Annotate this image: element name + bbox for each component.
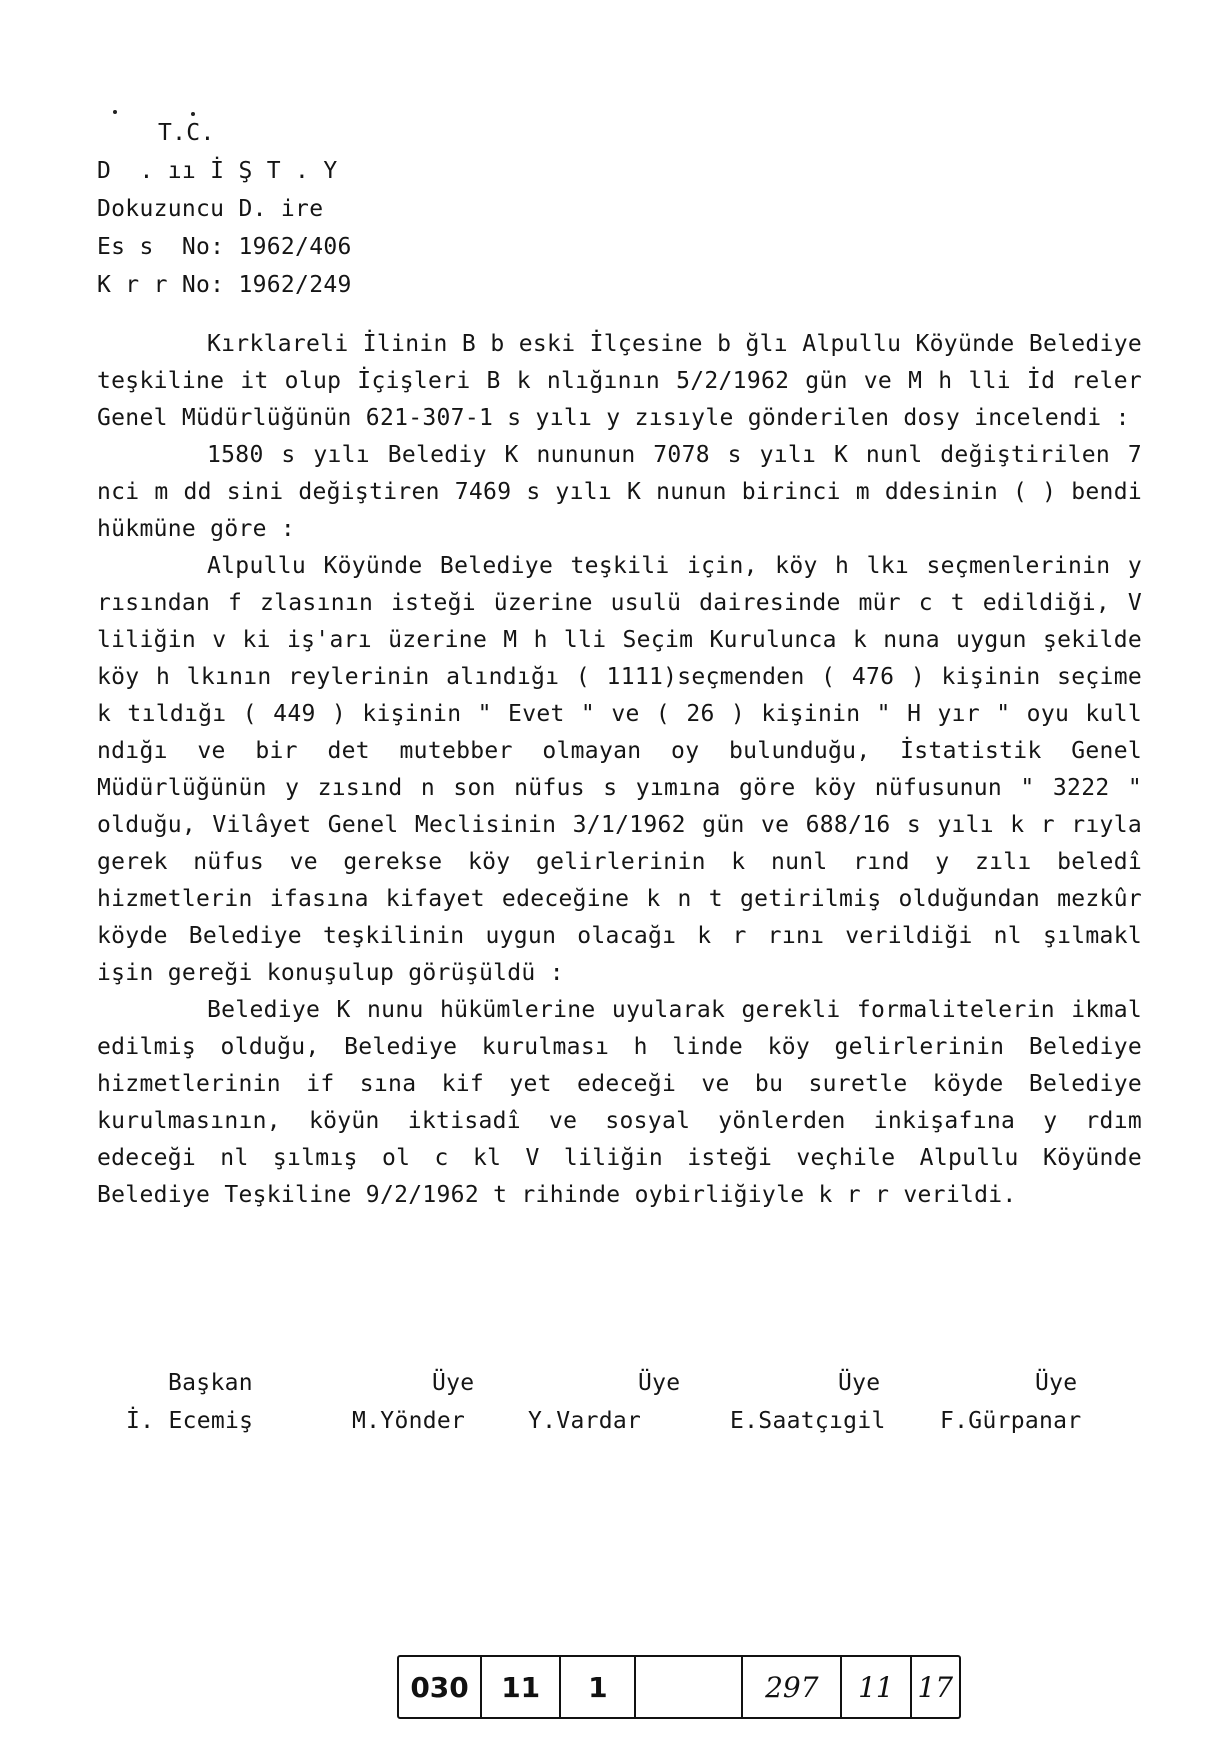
signature-role: Üye: [838, 1370, 881, 1396]
intro-paragraph: Kırklareli İlinin B b eski İlçesine b ğlı Alpullu Köyünde Belediye teşkiline it olup İçişleri B k nlığının 5/2/1962 gün ve M h lli İd reler Genel Müdürlüğünün 621-307-1 s yılı y zısıyle gönderilen dosy incelendi :: [97, 331, 1142, 431]
signature-role: Üye: [432, 1370, 475, 1396]
court-name: D . ıı İ Ş T . Y: [97, 158, 338, 184]
signature-role: Üye: [1035, 1370, 1078, 1396]
karar-number: K r r No: 1962/249: [97, 272, 352, 298]
esas-number: Es s No: 1962/406: [97, 234, 352, 260]
decision-body: [97, 326, 1142, 1214]
stamp-cell-handwritten: 11: [842, 1657, 911, 1717]
chamber-name: Dokuzuncu D. ire: [97, 196, 324, 222]
country-label: T.C.: [158, 120, 215, 146]
decision-paragraph: Belediye K nunu hükümlerine uyularak gerekli formalitelerin ikmal edilmiş olduğu, Belediye kurulması h linde köy gelirlerinin Belediye hizmetlerinin if sına kif yet edeceği ve bu suretle köyde Belediye kurulmasının, köyün iktisadî ve sosyal yönlerden inkişafına y rdım edeceği nl şılmış ol c kl V liliğin isteği veçhile Alpullu Köyünde Belediye Teşkiline 9/2/1962 t rihinde oybirliğiyle k r r verildi.: [97, 997, 1142, 1208]
stamp-cell-handwritten: 297: [743, 1657, 842, 1717]
findings-paragraph: Alpullu Köyünde Belediye teşkili için, köy h lkı seçmenlerinin y rısından f zlasının isteği üzerine usulü dairesinde mür c t edildiği, V liliğin v ki iş'arı üzerine M h lli Seçim Kurulunca k nuna uygun şekilde köy h lkının reylerinin alındığı ( 1111)seçmenden ( 476 ) kişinin seçime k tıldığı ( 449 ) kişinin " Evet " ve ( 26 ) kişinin " H yır " oyu kull ndığı ve bir det mutebber olmayan oy bulunduğu, İstatistik Genel Müdürlüğünün y zısınd n son nüfus s yımına göre köy nüfusunun " 3222 " olduğu, Vilâyet Genel Meclisinin 3/1/1962 gün ve 688/16 s yılı k r rıyla gerek nüfus ve gerekse köy gelirlerinin k nunl rınd y zılı beledî hizmetlerin ifasına kifayet edeceğine k n t getirilmiş olduğundan mezkûr köyde Belediye teşkilinin uygun olacağı k r rını verildiği nl şılmakl işin gereği konuşulup görüşüldü :: [97, 553, 1142, 986]
signature-name: M.Yönder: [352, 1408, 466, 1434]
signature-name: Y.Vardar: [528, 1408, 642, 1434]
signature-name: İ. Ecemiş: [126, 1408, 254, 1434]
stamp-cell: 030: [399, 1657, 482, 1717]
archive-stamp: [397, 1655, 961, 1719]
legal-basis-paragraph: 1580 s yılı Belediy K nununun 7078 s yılı K nunl değiştirilen 7 nci m dd sini değiştiren 7469 s yılı K nunun birinci m ddesinin ( ) bendi hükmüne göre :: [97, 442, 1142, 542]
stamp-cell-handwritten: 17: [917, 1670, 954, 1704]
signature-name: F.Gürpanar: [940, 1408, 1082, 1434]
signature-role: Başkan: [168, 1370, 253, 1396]
scan-speck: [113, 110, 117, 114]
scan-speck: [191, 112, 195, 116]
stamp-cell: 11: [482, 1657, 561, 1717]
signature-role: Üye: [638, 1370, 681, 1396]
stamp-cell: 1: [561, 1657, 636, 1717]
signature-name: E.Saatçıgil: [730, 1408, 886, 1434]
stamp-cell: [636, 1657, 743, 1717]
